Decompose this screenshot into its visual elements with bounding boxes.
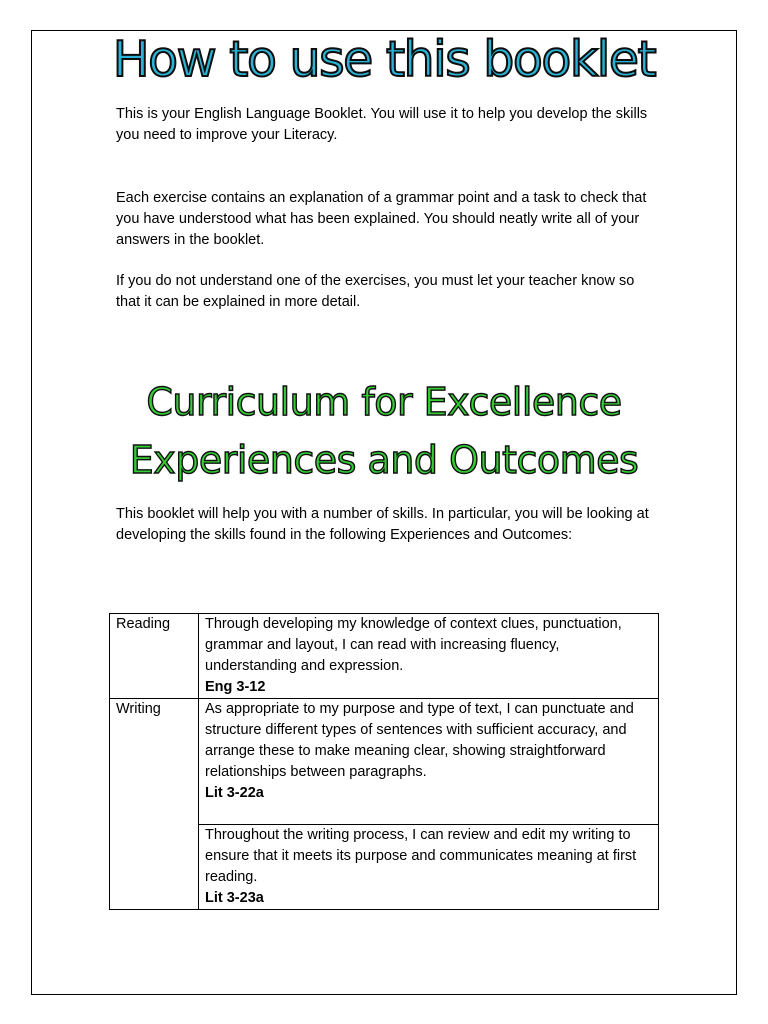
table-row [110,699,659,825]
intro-paragraph-2: Each exercise contains an explanation of a grammar point and a task to check that you have understood what has been explained. You should neatly write all of your answers in the booklet. [116,190,647,248]
outcome-code: Lit 3-22a [205,785,264,801]
outcome-text: As appropriate to my purpose and type of text, I can punctuate and structure different types of sentences with sufficient accuracy, and arrange these to make meaning clear, showing straightforward relationships between paragraphs. [205,701,634,780]
outcome-cell [199,699,659,825]
outcome-code: Lit 3-23a [205,890,264,906]
experiences-outcomes-table [109,613,659,910]
section-heading-line-1: Curriculum for Excellence [146,380,622,424]
intro-paragraph-3: If you do not understand one of the exercises, you must let your teacher know so that it can be explained in more detail. [116,273,635,310]
outcome-cell [199,614,659,699]
page-title: How to use this booklet [112,31,656,88]
category-cell: Writing [110,699,199,910]
category-cell: Reading [110,614,199,699]
outcome-text: Throughout the writing process, I can review and edit my writing to ensure that it meets its purpose and communicates meaning at first reading. [205,827,637,885]
outcome-code: Eng 3-12 [205,679,266,695]
section-heading-line-2: Experiences and Outcomes [129,438,639,482]
experiences-intro: This booklet will help you with a number of skills. In particular, you will be looking at developing the skills found in the following Experiences and Outcomes: [116,506,649,543]
intro-paragraph-1: This is your English Language Booklet. You will use it to help you develop the skills you need to improve your Literacy. [116,106,648,143]
table-row [110,614,659,699]
outcome-text: Through developing my knowledge of context clues, punctuation, grammar and layout, I can read with increasing fluency, understanding and expression. [205,616,622,674]
outcome-cell [199,825,659,910]
